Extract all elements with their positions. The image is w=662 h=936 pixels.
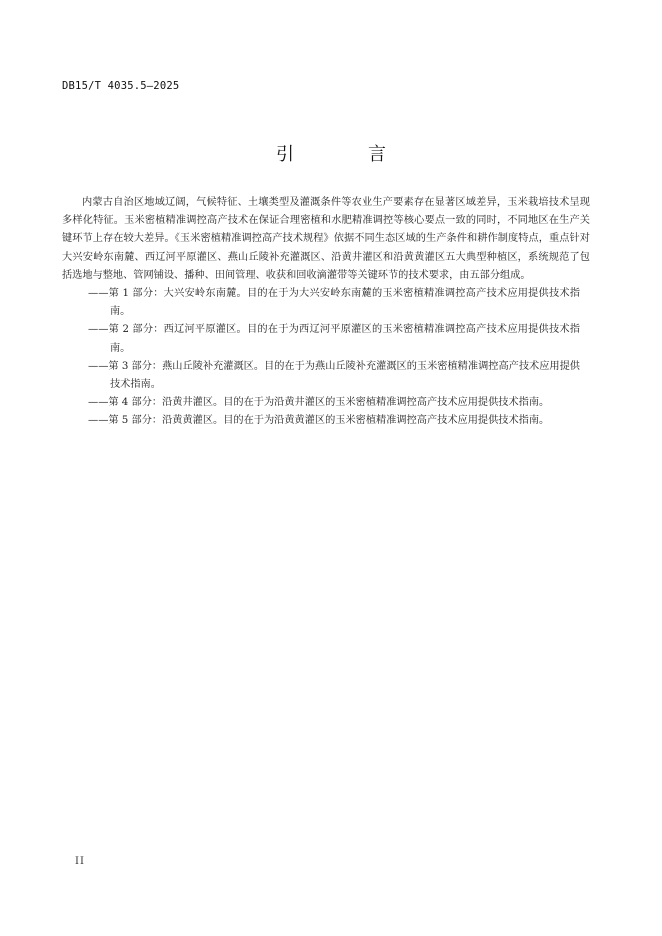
intro-paragraph: 内蒙古自治区地域辽阔，气候特征、土壤类型及灌溉条件等农业生产要素存在显著区域差异，玉米栽培技术呈现多样化特征。玉米密植精准调控高产技术在保证合理密植和水肥精准调控等核心要点一致的同时，不同地区在生产关键环节上存在较大差异。《玉米密植精准调控高产技术规程》依据不同生态区域的生产条件和耕作制度特点，重点针对大兴安岭东南麓、西辽河平原灌区、燕山丘陵补充灌溉区、沿黄井灌区和沿黄黄灌区五大典型种植区，系统规范了包括选地与整地、管网铺设、播种、田间管理、收获和回收滴灌带等关键环节的技术要求，由五部分组成。 (62, 197, 590, 281)
parts-list (62, 285, 590, 431)
document-code: DB15/T 4035.5—2025 (62, 80, 180, 92)
page-number: II (75, 856, 85, 867)
list-item-part-2: ——第 2 部分：西辽河平原灌区。目的在于为西辽河平原灌区的玉米密植精准调控高产技术应用提供技术指南。 (88, 324, 580, 354)
list-item-part-1: ——第 1 部分：大兴安岭东南麓。目的在于为大兴安岭东南麓的玉米密植精准调控高产技术应用提供技术指南。 (88, 288, 580, 318)
list-item-part-4: ——第 4 部分：沿黄井灌区。目的在于为沿黄井灌区的玉米密植精准调控高产技术应用提供技术指南。 (88, 397, 550, 409)
page-title: 引 言 (276, 144, 414, 165)
introduction-body (62, 194, 590, 431)
list-item-part-3: ——第 3 部分：燕山丘陵补充灌溉区。目的在于为燕山丘陵补充灌溉区的玉米密植精准调控高产技术应用提供技术指南。 (88, 360, 580, 391)
list-item-part-5: ——第 5 部分：沿黄黄灌区。目的在于为沿黄黄灌区的玉米密植精准调控高产技术应用提供技术指南。 (88, 415, 550, 427)
